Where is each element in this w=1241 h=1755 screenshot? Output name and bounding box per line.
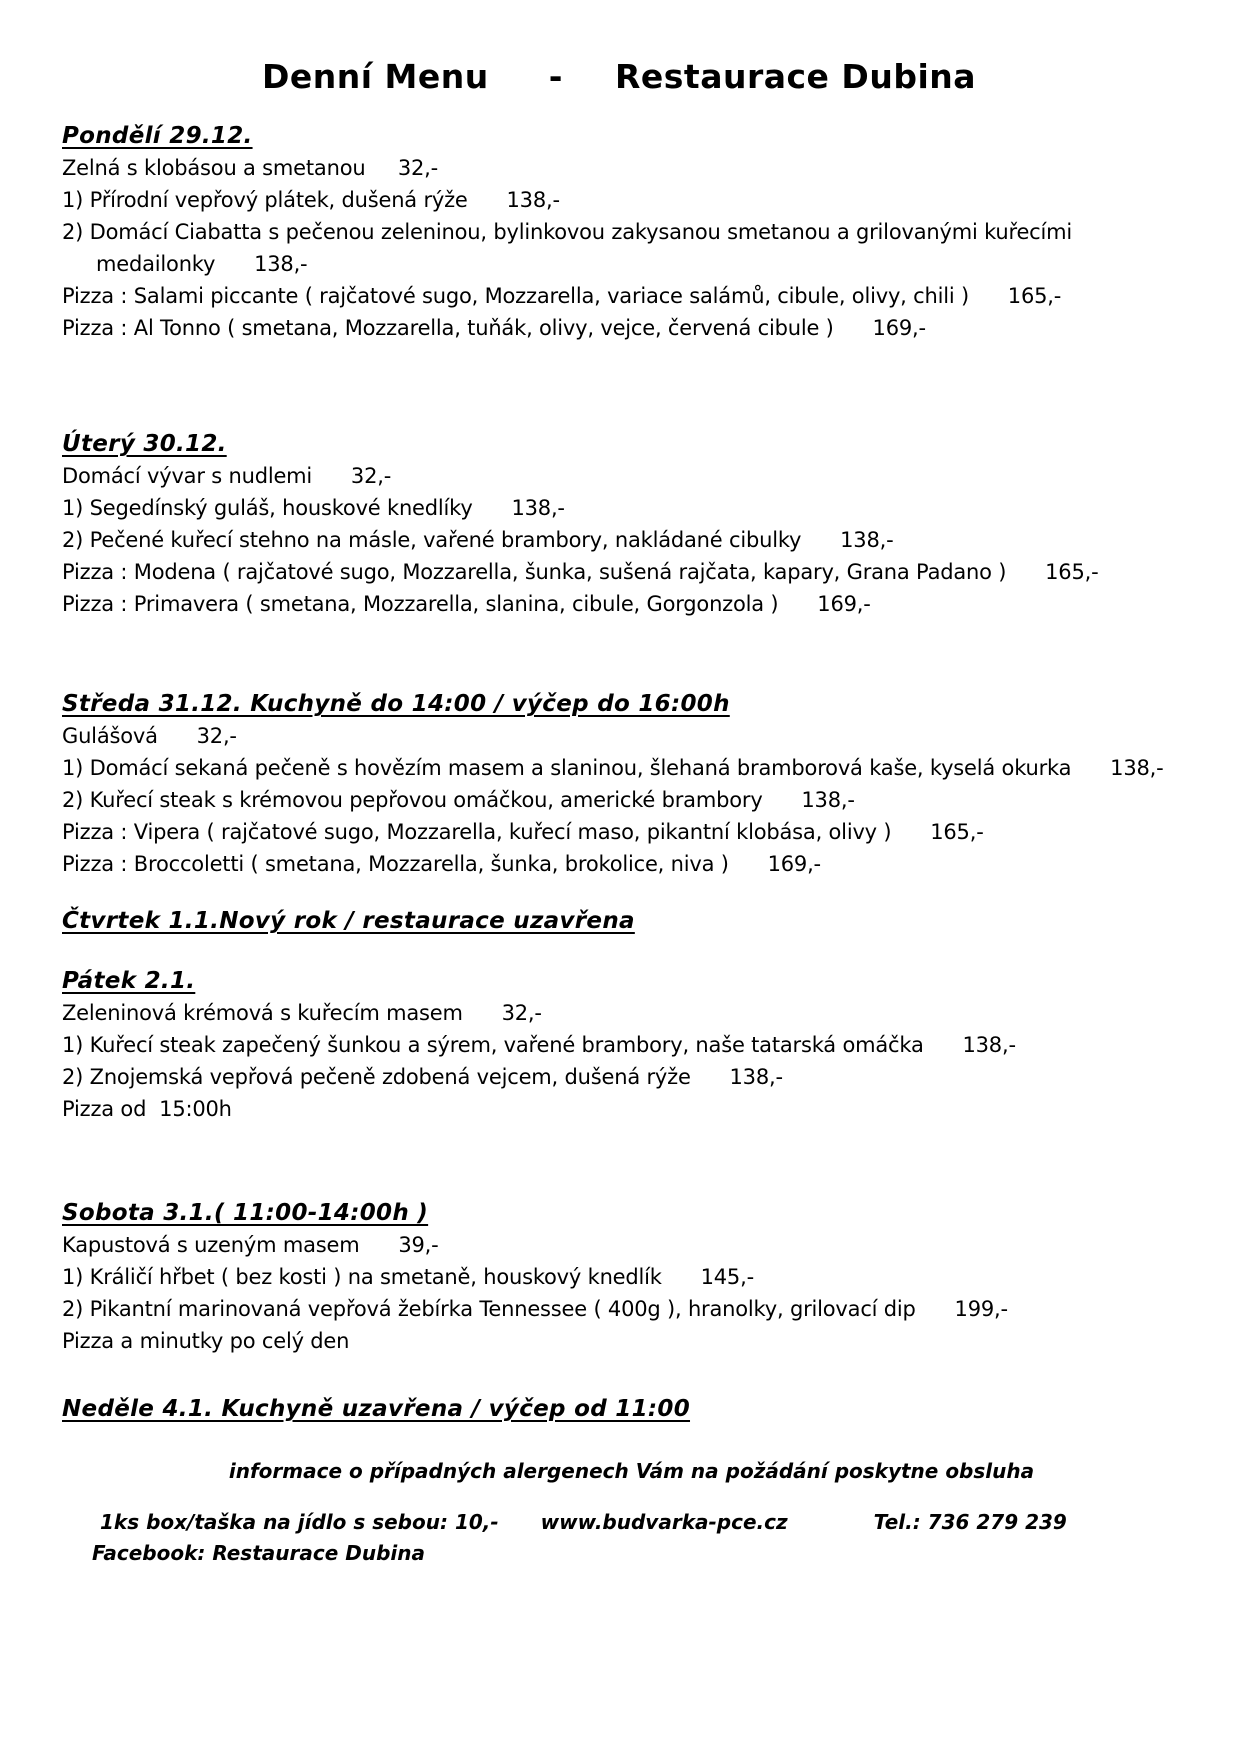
menu-line: Pizza : Primavera ( smetana, Mozzarella, slanina, cibule, Gorgonzola ) 169,- (62, 592, 871, 616)
menu-line: Pizza od 15:00h (62, 1097, 232, 1121)
menu-section (62, 428, 1201, 620)
menu-line: Domácí vývar s nudlemi 32,- (62, 464, 392, 488)
menu-line: 1) Domácí sekaná pečeně s hovězím masem a slaninou, šlehaná bramborová kaše, kyselá okurka 138,- (62, 756, 1164, 780)
section-heading: Pátek 2.1. (62, 968, 196, 994)
page-title (262, 56, 1201, 98)
menu-line: Pizza : Vipera ( rajčatové sugo, Mozzarella, kuřecí maso, pikantní klobása, olivy ) 165,- (62, 820, 984, 844)
menu-line: 2) Kuřecí steak s krémovou pepřovou omáčkou, americké brambory 138,- (62, 788, 855, 812)
section-heading: Neděle 4.1. Kuchyně uzavřena / výčep od 11:00 (62, 1396, 691, 1422)
menu-line: medailonky 138,- (96, 252, 308, 276)
menu-line: Pizza : Modena ( rajčatové sugo, Mozzarella, šunka, sušená rajčata, kapary, Grana Padano ) 165,- (62, 560, 1099, 584)
section-heading: Úterý 30.12. (62, 431, 227, 457)
allergen-note: informace o případných alergenech Vám na požádání poskytne obsluha (228, 1459, 1035, 1483)
page-title-separator: - (548, 57, 563, 96)
menu-section (62, 1197, 1201, 1357)
menu-section (62, 688, 1201, 880)
menu-line: Zeleninová krémová s kuřecím masem 32,- (62, 1001, 542, 1025)
page-title-left: Denní Menu (262, 57, 489, 96)
phone-number: Tel.: 736 279 239 (873, 1510, 1067, 1534)
takeaway-box-price: 1ks box/taška na jídlo s sebou: 10,- (100, 1510, 499, 1534)
menu-line: Kapustová s uzeným masem 39,- (62, 1233, 439, 1257)
menu-line: 2) Znojemská vepřová pečeně zdobená vejcem, dušená rýže 138,- (62, 1065, 783, 1089)
menu-line: Pizza a minutky po celý den (62, 1329, 350, 1353)
menu-line: Pizza : Salami piccante ( rajčatové sugo, Mozzarella, variace salámů, cibule, olivy, chili ) 165,- (62, 284, 1062, 308)
menu-section (62, 1393, 1201, 1425)
menu-section (62, 905, 1201, 937)
menu-section (62, 965, 1201, 1125)
menu-line: 1) Kuřecí steak zapečený šunkou a sýrem, vařené brambory, naše tatarská omáčka 138,- (62, 1033, 1016, 1057)
menu-line: Zelná s klobásou a smetanou 32,- (62, 156, 439, 180)
website-text: www.budvarka-pce.cz (540, 1510, 788, 1534)
menu-line: Pizza : Al Tonno ( smetana, Mozzarella, tuňák, olivy, vejce, červená cibule ) 169,- (62, 316, 926, 340)
menu-line: 1) Přírodní vepřový plátek, dušená rýže 138,- (62, 188, 560, 212)
section-heading: Čtvrtek 1.1.Nový rok / restaurace uzavřena (62, 908, 635, 934)
menu-sections (62, 120, 1201, 1425)
section-heading: Středa 31.12. Kuchyně do 14:00 / výčep do 16:00h (62, 691, 730, 717)
menu-line: 1) Králičí hřbet ( bez kosti ) na smetaně, houskový knedlík 145,- (62, 1265, 754, 1289)
section-heading: Pondělí 29.12. (62, 123, 253, 149)
menu-line: 2) Pečené kuřecí stehno na másle, vařené brambory, nakládané cibulky 138,- (62, 528, 894, 552)
menu-line: Pizza : Broccoletti ( smetana, Mozzarella, šunka, brokolice, niva ) 169,- (62, 852, 821, 876)
menu-section (62, 120, 1201, 344)
menu-line: Gulášová 32,- (62, 724, 237, 748)
facebook-line: Facebook: Restaurace Dubina (92, 1541, 425, 1565)
menu-line: 2) Pikantní marinovaná vepřová žebírka Tennessee ( 400g ), hranolky, grilovací dip 199,- (62, 1297, 1008, 1321)
contact-row (100, 1507, 1201, 1537)
section-heading: Sobota 3.1.( 11:00-14:00h ) (62, 1200, 429, 1226)
menu-line: 1) Segedínský guláš, houskové knedlíky 138,- (62, 496, 565, 520)
menu-line: 2) Domácí Ciabatta s pečenou zeleninou, bylinkovou zakysanou smetanou a grilovanými kuřecími (62, 220, 1073, 244)
page-title-right: Restaurace Dubina (614, 57, 977, 96)
